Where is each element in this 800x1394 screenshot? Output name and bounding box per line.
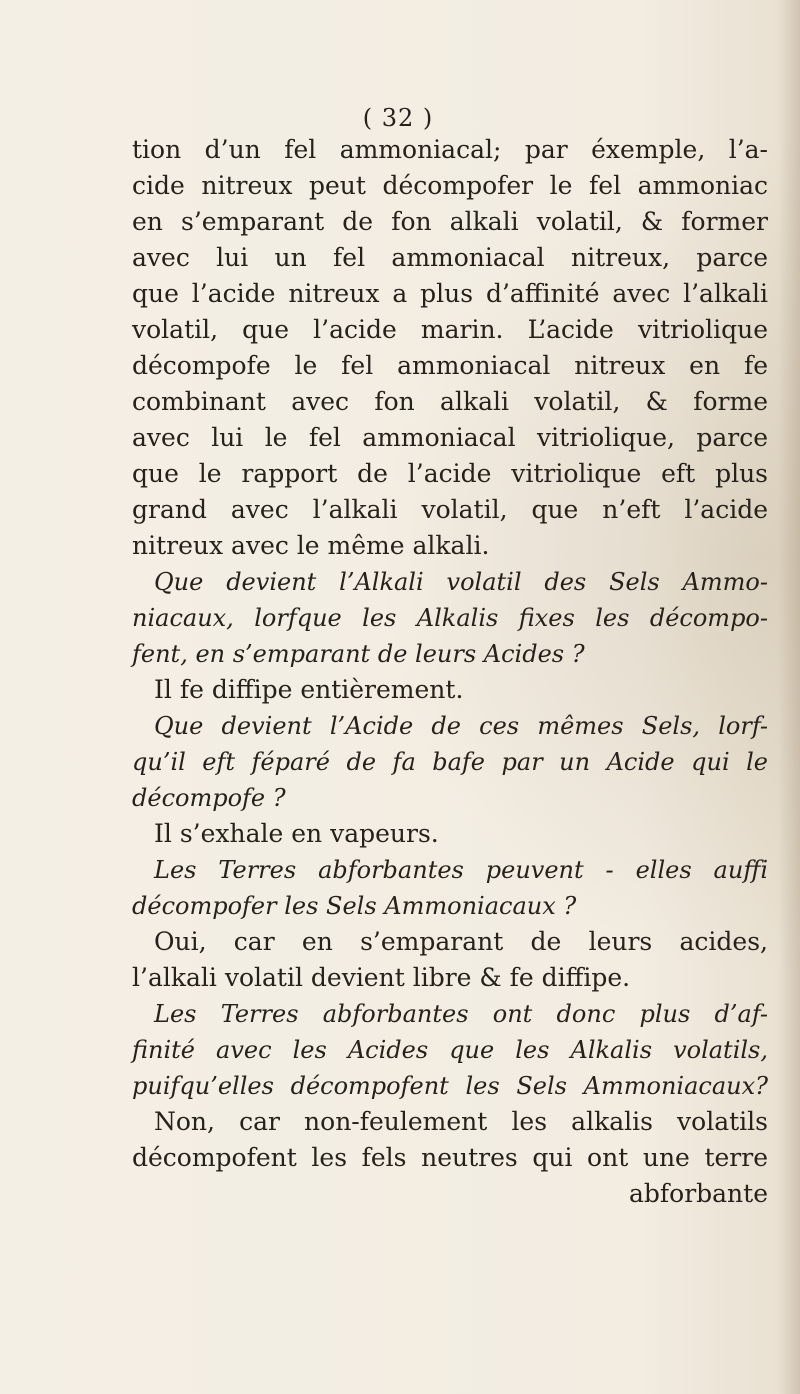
catchword: abforbante bbox=[628, 1179, 768, 1208]
text-line: tion d’un fel ammoniacal; par éxemple, l’a- bbox=[132, 135, 768, 164]
text-line: décompofe le fel ammoniacal nitreux en fe bbox=[132, 351, 768, 380]
text-line: avec lui le fel ammoniacal vitriolique, parce bbox=[132, 423, 768, 452]
text-line: que le rapport de l’acide vitriolique eft plus bbox=[132, 459, 768, 488]
page-number: ( 32 ) bbox=[362, 104, 434, 132]
question-line: Les Terres abforbantes ont donc plus d’af- bbox=[154, 1000, 768, 1028]
question-line: décompofer les Sels Ammoniacaux ? bbox=[132, 892, 577, 920]
answer-line: l’alkali volatil devient libre & fe diffipe. bbox=[132, 963, 631, 992]
question-line: fent, en s’emparant de leurs Acides ? bbox=[132, 640, 585, 668]
page-gutter-shadow bbox=[778, 0, 800, 1394]
question-line: qu’il eft féparé de fa bafe par un Acide qui le bbox=[132, 748, 768, 776]
answer-line: Il fe diffipe entièrement. bbox=[154, 675, 464, 704]
answer-line: décompofent les fels neutres qui ont une terre bbox=[132, 1143, 768, 1172]
answer-line: Il s’exhale en vapeurs. bbox=[154, 819, 439, 848]
answer-line: Non, car non-feulement les alkalis volatils bbox=[154, 1107, 768, 1136]
text-line: que l’acide nitreux a plus d’affinité avec l’alkali bbox=[132, 279, 768, 308]
question-line: finité avec les Acides que les Alkalis volatils, bbox=[132, 1036, 768, 1064]
question-line: Que devient l’Alkali volatil des Sels Ammo- bbox=[154, 568, 768, 596]
question-line: niacaux, lorfque les Alkalis fixes les décompo- bbox=[132, 604, 768, 632]
question-line: Que devient l’Acide de ces mêmes Sels, lorf- bbox=[154, 712, 768, 740]
question-line: puifqu’elles décompofent les Sels Ammoniacaux? bbox=[132, 1072, 768, 1100]
text-line: volatil, que l’acide marin. L’acide vitriolique bbox=[132, 315, 768, 344]
text-line: nitreux avec le même alkali. bbox=[132, 531, 490, 560]
answer-line: Oui, car en s’emparant de leurs acides, bbox=[154, 927, 768, 956]
question-line: décompofe ? bbox=[132, 784, 286, 812]
text-line: en s’emparant de fon alkali volatil, & former bbox=[132, 207, 768, 236]
text-line: grand avec l’alkali volatil, que n’eft l’acide bbox=[132, 495, 768, 524]
question-line: Les Terres abforbantes peuvent - elles auffi bbox=[154, 856, 768, 884]
body-text bbox=[132, 132, 768, 1212]
text-line: cide nitreux peut décompofer le fel ammoniac bbox=[132, 171, 768, 200]
text-line: avec lui un fel ammoniacal nitreux, parce bbox=[132, 243, 768, 272]
text-line: combinant avec fon alkali volatil, & forme bbox=[132, 387, 768, 416]
